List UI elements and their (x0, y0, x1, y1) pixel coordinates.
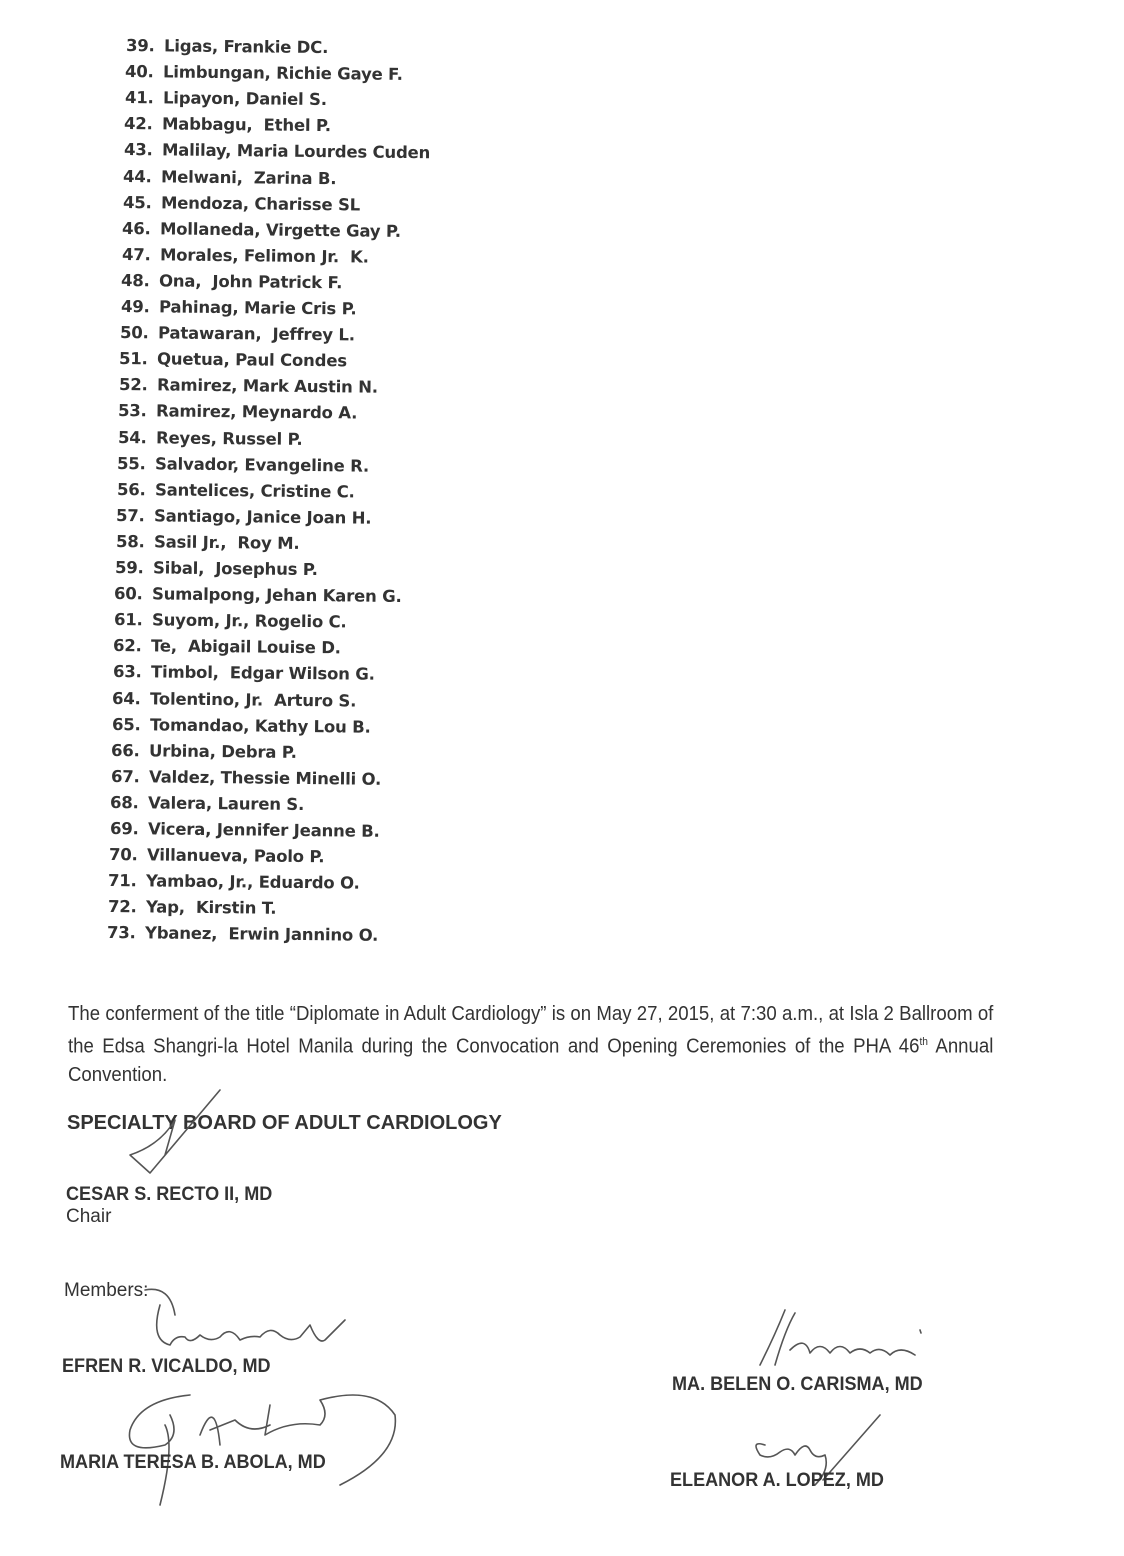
list-item-name: Valera, Lauren S. (147, 793, 305, 814)
list-item-name: Patawaran, Jeffrey L. (157, 323, 355, 345)
list-item-number: 58. (115, 531, 145, 552)
member-name-carisma: MA. BELEN O. CARISMA, MD (672, 1374, 923, 1395)
list-item (114, 610, 347, 631)
list-item-name: Vicera, Jennifer Jeanne B. (147, 819, 380, 841)
chair-name: CESAR S. RECTO II, MD (66, 1184, 273, 1205)
list-item-name: Suyom, Jr., Rogelio C. (151, 610, 347, 632)
list-item (110, 793, 304, 814)
list-item-number: 65. (111, 714, 141, 734)
list-item (111, 741, 297, 762)
list-item-number: 40. (125, 62, 155, 82)
list-item-name: Quetua, Paul Condes (157, 349, 348, 371)
list-item (121, 245, 368, 267)
list-item-number: 47. (121, 244, 151, 265)
list-item (113, 662, 375, 684)
list-item-name: Ona, John Patrick F. (158, 271, 343, 293)
conferment-paragraph (68, 1000, 993, 1089)
list-item (115, 558, 318, 579)
list-item-name: Mabbagu, Ethel P. (162, 114, 332, 136)
list-item-number: 72. (107, 897, 137, 917)
list-item-number: 73. (107, 923, 137, 943)
list-item-name: Ramirez, Mark Austin N. (156, 375, 378, 398)
list-item-name: Malilay, Maria Lourdes Cuden (161, 140, 431, 163)
list-item-name: Limbungan, Richie Gaye F. (163, 62, 404, 85)
chair-role: Chair (66, 1206, 112, 1227)
vicaldo-signature (140, 1265, 380, 1355)
list-item-number: 60. (114, 584, 144, 604)
list-item (108, 871, 360, 893)
list-item (112, 715, 371, 737)
list-item (125, 62, 403, 84)
list-item-name: Sumalpong, Jehan Karen G. (152, 584, 403, 607)
list-item (118, 428, 303, 449)
list-item-name: Valdez, Thessie Minelli O. (148, 767, 381, 789)
list-item (112, 689, 356, 711)
list-item-number: 48. (120, 270, 150, 291)
list-item-name: Villanueva, Paolo P. (146, 845, 325, 867)
list-item (121, 271, 342, 292)
list-item (107, 923, 378, 945)
list-item-name: Sasil Jr., Roy M. (153, 532, 300, 553)
list-item-number: 46. (122, 218, 151, 238)
conferment-text-end: Annual Convention. (68, 1035, 994, 1086)
list-item (118, 401, 357, 423)
list-item-number: 43. (123, 140, 153, 160)
list-item-name: Mollaneda, Virgette Gay P. (160, 219, 402, 241)
list-item-number: 66. (111, 740, 140, 760)
list-item (115, 532, 299, 553)
list-item-number: 41. (124, 88, 154, 108)
list-item (113, 636, 341, 657)
list-item-number: 70. (108, 845, 138, 865)
list-item-number: 68. (109, 792, 139, 813)
list-item-name: Tomandao, Kathy Lou B. (149, 714, 371, 737)
list-item-number: 49. (120, 297, 150, 317)
list-item-name: Tolentino, Jr. Arturo S. (150, 688, 357, 711)
member-name-abola: MARIA TERESA B. ABOLA, MD (60, 1452, 326, 1473)
list-item-number: 61. (113, 610, 143, 630)
list-item-number: 50. (119, 323, 149, 343)
member-name-vicaldo: EFREN R. VICALDO, MD (62, 1356, 271, 1377)
list-item-number: 63. (112, 662, 142, 682)
list-item-name: Yap, Kirstin T. (145, 897, 277, 919)
list-item-number: 54. (117, 427, 147, 447)
list-item-name: Te, Abigail Louise D. (151, 636, 342, 658)
list-item (117, 480, 355, 501)
list-item (122, 219, 401, 241)
list-item-name: Santelices, Cristine C. (154, 480, 355, 502)
list-item-number: 59. (114, 558, 144, 578)
list-item (120, 297, 356, 318)
list-item-name: Sibal, Josephus P. (152, 558, 318, 580)
list-item (123, 193, 360, 214)
list-item-name: Salvador, Evangeline R. (155, 453, 370, 476)
members-label: Members: (64, 1280, 149, 1301)
list-item-name: Morales, Felimon Jr. K. (159, 245, 369, 267)
list-item-name: Santiago, Janice Joan H. (153, 506, 372, 528)
list-item (114, 584, 402, 606)
list-item (124, 140, 430, 162)
list-item-name: Yambao, Jr., Eduardo O. (146, 871, 361, 893)
list-item-name: Ybanez, Erwin Jannino O. (145, 923, 379, 946)
list-item-number: 62. (113, 636, 143, 656)
list-item-number: 69. (109, 819, 139, 839)
list-item (109, 819, 379, 841)
carisma-signature (755, 1305, 935, 1370)
list-item-number: 53. (118, 401, 148, 421)
list-item (124, 114, 331, 135)
list-item-number: 39. (125, 36, 155, 56)
list-item-number: 71. (108, 871, 138, 891)
list-item-number: 45. (122, 192, 152, 212)
list-item-number: 42. (124, 114, 154, 134)
list-item (119, 375, 378, 397)
chair-signature (120, 1085, 240, 1185)
list-item (120, 323, 355, 344)
list-item-name: Urbina, Debra P. (149, 741, 297, 762)
list-item (125, 88, 327, 109)
list-item-name: Timbol, Edgar Wilson G. (150, 662, 375, 685)
list-item (119, 349, 347, 370)
board-title: SPECIALTY BOARD OF ADULT CARDIOLOGY (67, 1112, 502, 1134)
list-item-name: Mendoza, Charisse SL (160, 192, 360, 215)
list-item-number: 51. (119, 349, 149, 369)
list-item (109, 845, 325, 866)
list-item-name: Ramirez, Meynardo A. (156, 401, 358, 423)
list-item-number: 64. (112, 688, 141, 708)
list-item-number: 56. (116, 479, 146, 499)
list-item-number: 67. (110, 766, 140, 787)
list-item-number: 55. (117, 453, 146, 473)
list-item (110, 767, 380, 789)
abola-signature (120, 1375, 410, 1515)
list-item-name: Melwani, Zarina B. (161, 166, 337, 188)
member-name-lopez: ELEANOR A. LOPEZ, MD (670, 1470, 884, 1491)
list-item-name: Ligas, Frankie DC. (163, 36, 329, 58)
list-item (108, 897, 277, 918)
list-item-number: 44. (123, 166, 152, 186)
list-item (117, 454, 369, 476)
list-item-name: Reyes, Russel P. (155, 427, 303, 449)
list-item-number: 57. (115, 505, 145, 526)
list-item-number: 52. (118, 375, 148, 395)
list-item (116, 506, 372, 528)
ordinal-suffix: th (919, 1036, 929, 1048)
conferment-text: The conferment of the title “Diplomate in Adult Cardiology” is on May 27, 2015, at 7:30 a.m., at Isla 2 Ballroom of the Edsa Shangri-la Hotel Manila during the Convocation and Opening Ceremonies of the PHA 46 (68, 1003, 994, 1058)
list-item-name: Lipayon, Daniel S. (162, 88, 327, 110)
list-item (123, 167, 337, 188)
list-item (126, 36, 328, 57)
list-item-name: Pahinag, Marie Cris P. (158, 297, 357, 319)
